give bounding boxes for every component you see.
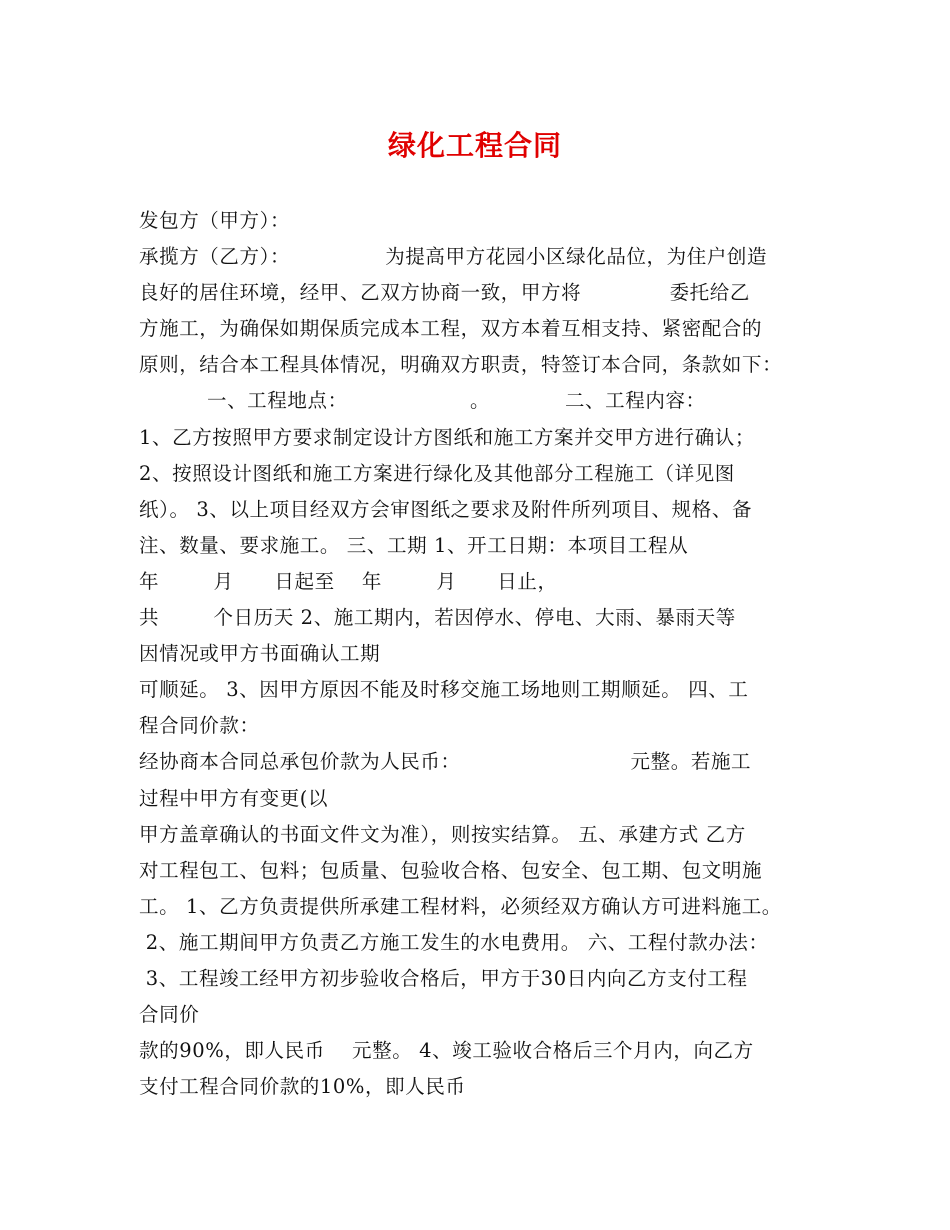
text-line: 程合同价款： bbox=[139, 714, 260, 738]
text-line: 良好的居住环境，经甲、乙双方协商一致，甲方将 委托给乙 bbox=[139, 281, 750, 305]
text-line: 对工程包工、包料；包质量、包验收合格、包安全、包工期、包文明施 bbox=[139, 858, 763, 882]
text-line: 承揽方（乙方）： 为提高甲方花园小区绿化品位，为住户创造 bbox=[139, 245, 768, 269]
text-line: 因情况或甲方书面确认工期 bbox=[139, 642, 381, 666]
text-line: 可顺延。 3、因甲方原因不能及时移交施工场地则工期顺延。 四、工 bbox=[139, 678, 749, 702]
text-line: 工。 1、乙方负责提供所承建工程材料，必须经双方确认方可进料施工。 bbox=[139, 894, 782, 918]
text-line: 原则，结合本工程具体情况，明确双方职责，特签订本合同，条款如下： bbox=[139, 353, 783, 377]
text-line: 合同价 bbox=[139, 1003, 200, 1027]
text-line: 共 个日历天 2、施工期内，若因停水、停电、大雨、暴雨天等 bbox=[139, 606, 736, 630]
text-line: 2、施工期间甲方负责乙方施工发生的水电费用。 六、工程付款办法： bbox=[139, 930, 769, 954]
text-line: 甲方盖章确认的书面文件文为准），则按实结算。 五、承建方式 乙方 bbox=[139, 822, 746, 846]
document-body bbox=[139, 203, 839, 1105]
text-line: 发包方（甲方）： bbox=[139, 209, 291, 232]
text-line: 2、按照设计图纸和施工方案进行绿化及其他部分工程施工（详见图 bbox=[139, 461, 735, 485]
text-line: 注、数量、要求施工。 三、工期 1、开工日期：本项目工程从 bbox=[139, 533, 689, 557]
text-line: 支付工程合同价款的10%，即人民币 bbox=[139, 1075, 466, 1099]
text-line: 纸）。 3、以上项目经双方会审图纸之要求及附件所列项目、规格、备 bbox=[139, 497, 753, 521]
document-title: 绿化工程合同 bbox=[387, 129, 562, 162]
text-line: 方施工，为确保如期保质完成本工程，双方本着互相支持、紧密配合的 bbox=[139, 317, 763, 341]
text-line: 经协商本合同总承包价款为人民币： 元整。若施工 bbox=[139, 750, 752, 774]
text-line: 3、工程竣工经甲方初步验收合格后，甲方于30日内向乙方支付工程 bbox=[139, 966, 748, 990]
text-line: 一、工程地点： 。 二、工程内容： bbox=[139, 389, 706, 413]
text-line: 过程中甲方有变更(以 bbox=[139, 786, 329, 810]
text-line: 年 月 日起至 年 月 日止， bbox=[139, 569, 558, 593]
text-line: 款的90%，即人民币 元整。 4、竣工验收合格后三个月内，向乙方 bbox=[139, 1039, 754, 1063]
text-line: 1、乙方按照甲方要求制定设计方图纸和施工方案并交甲方进行确认； bbox=[139, 425, 756, 449]
